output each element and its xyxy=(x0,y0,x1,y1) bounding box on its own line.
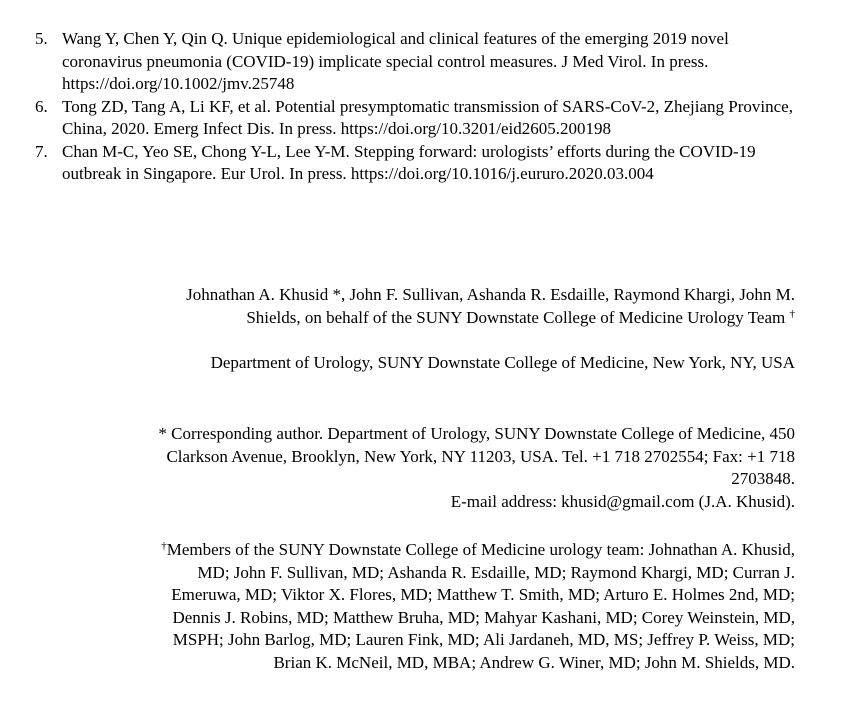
members-line xyxy=(30,539,795,562)
members-line: Emeruwa, MD; Viktor X. Flores, MD; Matthew T. Smith, MD; Arturo E. Holmes 2nd, MD; xyxy=(171,585,795,604)
reference-list xyxy=(35,28,795,186)
reference-text: Chan M-C, Yeo SE, Chong Y-L, Lee Y-M. Stepping forward: urologists’ efforts during the COVID-19 outbreak in Singapore. Eur Urol. In press. https://doi.org/10.1016/j.eururo.2020.03.004 xyxy=(62,141,756,183)
reference-item xyxy=(35,96,795,141)
email-line: E-mail address: khusid@gmail.com (J.A. Khusid). xyxy=(450,491,795,511)
corresponding-author-note xyxy=(30,423,795,513)
members-line-text: Members of the SUNY Downstate College of Medicine urology team: Johnathan A. Khusid, xyxy=(166,540,795,559)
dagger-mark: † xyxy=(789,307,795,320)
members-line: Dennis J. Robins, MD; Matthew Bruha, MD; Mahyar Kashani, MD; Corey Weinstein, MD, xyxy=(172,607,795,627)
author-line xyxy=(30,307,795,330)
reference-text: Tong ZD, Tang A, Li KF, et al. Potential presymptomatic transmission of SARS-CoV-2, Zhejiang Province, China, 2020. Emerg Infect Dis. In press. https://doi.org/10.3201/eid2605.200198 xyxy=(62,96,793,138)
author-list xyxy=(30,284,795,329)
members-line: MSPH; John Barlog, MD; Lauren Fink, MD; Ali Jardaneh, MD, MS; Jeffrey P. Weiss, MD; xyxy=(172,630,795,649)
author-line: Johnathan A. Khusid *, John F. Sullivan, Ashanda R. Esdaille, Raymond Khargi, John M. xyxy=(186,285,795,304)
reference-number: 5. xyxy=(35,29,48,48)
corresponding-line: * Corresponding author. Department of Urology, SUNY Downstate College of Medicine, 450 xyxy=(158,424,795,443)
reference-number: 6. xyxy=(35,96,48,116)
members-line: MD; John F. Sullivan, MD; Ashanda R. Esdaille, MD; Raymond Khargi, MD; Curran J. xyxy=(197,562,795,582)
affiliation xyxy=(30,352,795,375)
author-line-text: Shields, on behalf of the SUNY Downstate College of Medicine Urology Team xyxy=(246,307,786,327)
affiliation-text: Department of Urology, SUNY Downstate College of Medicine, New York, NY, USA xyxy=(210,353,795,372)
corresponding-line: 2703848. xyxy=(731,469,795,488)
corresponding-line: Clarkson Avenue, Brooklyn, New York, NY 11203, USA. Tel. +1 718 2702554; Fax: +1 718 xyxy=(166,446,795,466)
reference-text: Wang Y, Chen Y, Qin Q. Unique epidemiological and clinical features of the emerging 2019 novel coronavirus pneumonia (COVID-19) implicate special control measures. J Med Virol. In press. https://doi.org/10.1002/jmv.25748 xyxy=(62,29,729,93)
members-line: Brian K. McNeil, MD, MBA; Andrew G. Winer, MD; John M. Shields, MD. xyxy=(273,652,795,672)
team-members-note xyxy=(30,539,795,674)
reference-item xyxy=(35,28,795,96)
reference-number: 7. xyxy=(35,141,48,161)
dagger-mark: † xyxy=(161,540,167,552)
reference-item xyxy=(35,141,795,186)
